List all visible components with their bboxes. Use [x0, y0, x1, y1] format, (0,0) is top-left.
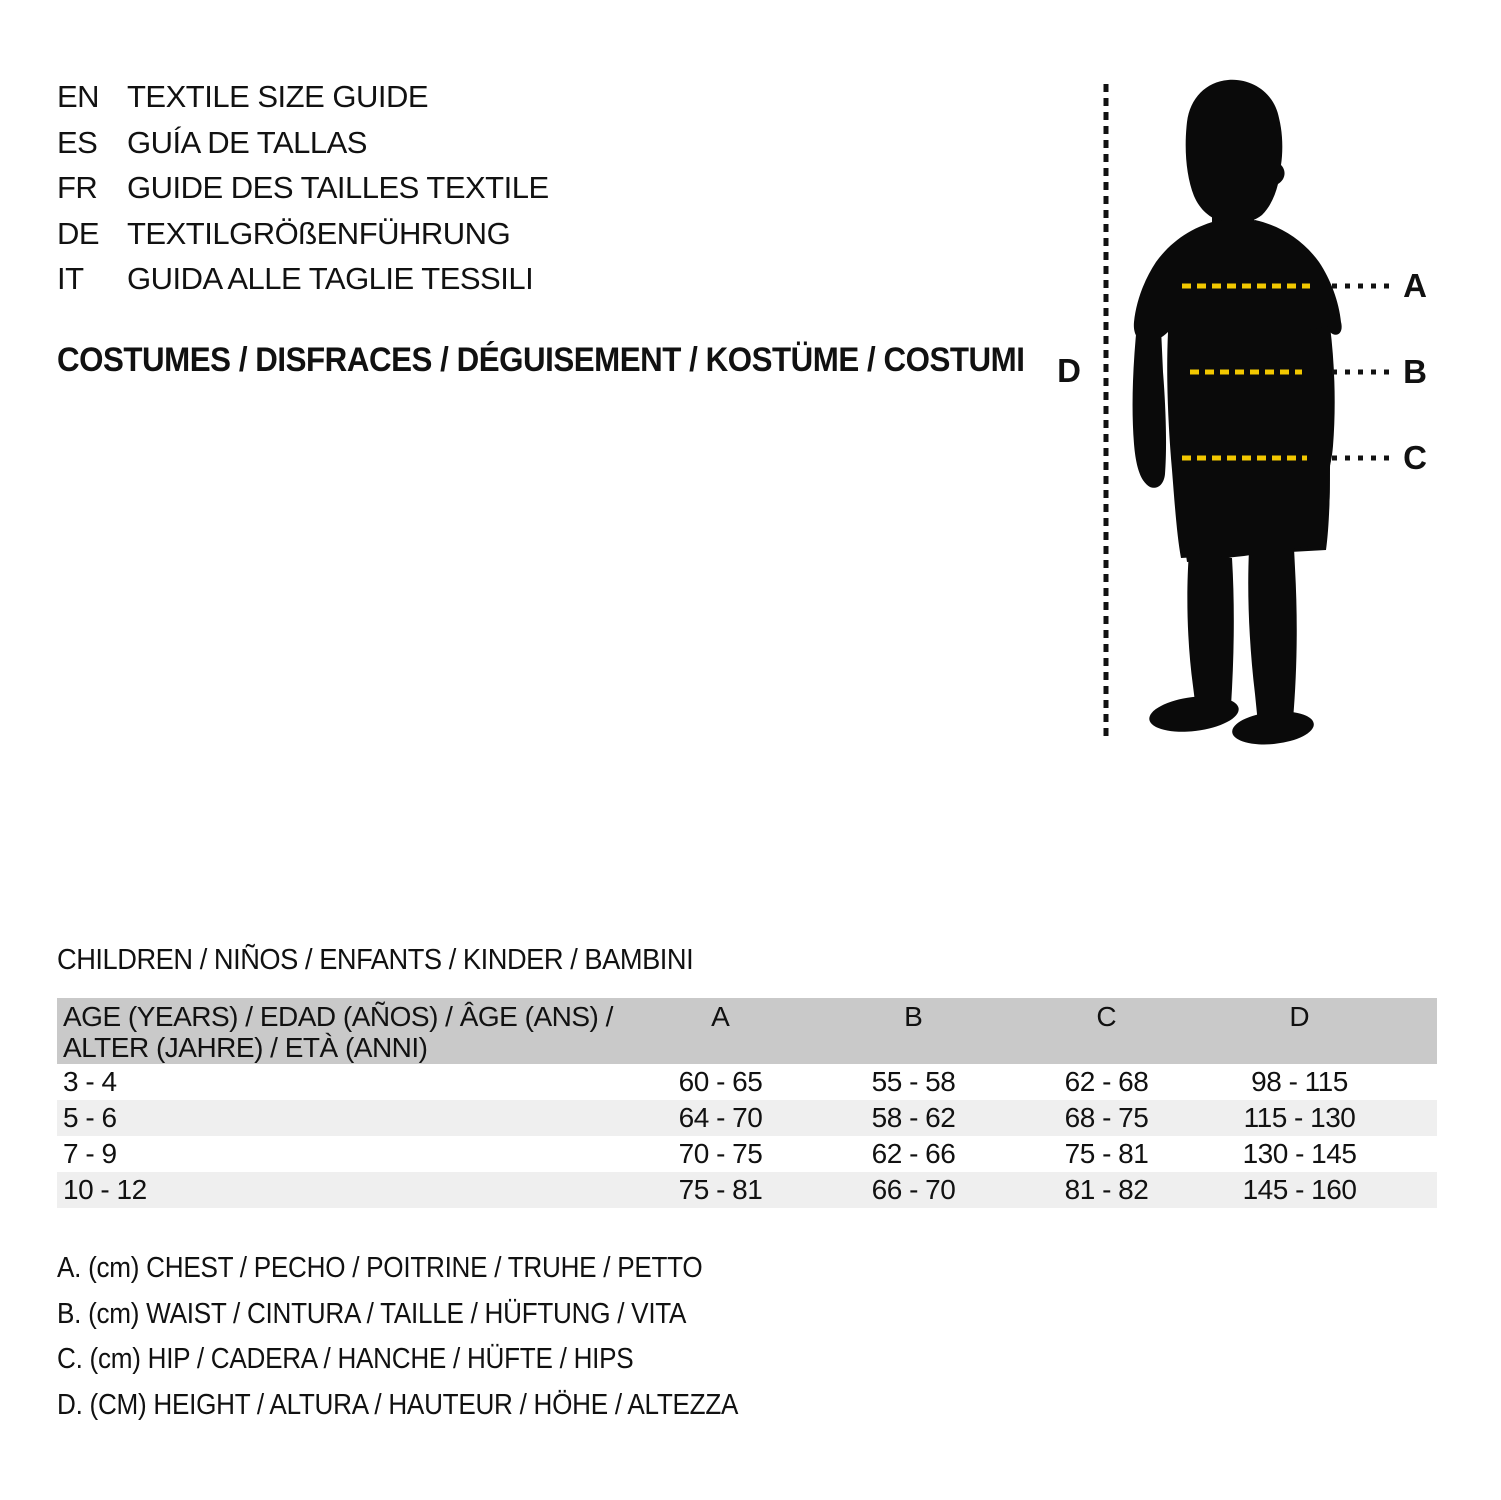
- chest-label: A: [1403, 267, 1427, 304]
- height-cell: 130 - 145: [1242, 1138, 1357, 1169]
- column-header-c: C: [1096, 1001, 1117, 1032]
- waist-cell: 62 - 66: [871, 1138, 956, 1169]
- table-row: [57, 1136, 1437, 1172]
- table-section-heading: CHILDREN / NIÑOS / ENFANTS / KINDER / BAMBINI: [57, 944, 694, 976]
- language-row: [57, 211, 549, 257]
- language-row: [57, 256, 549, 302]
- age-column-header-line1: AGE (YEARS) / EDAD (AÑOS) / ÂGE (ANS) /: [63, 1001, 613, 1032]
- language-row: [57, 120, 549, 166]
- height-label: D: [1057, 352, 1081, 389]
- legend-item-chest: A. (cm) CHEST / PECHO / POITRINE / TRUHE / PETTO: [57, 1252, 703, 1284]
- table-row: [57, 1172, 1437, 1208]
- chest-cell: 60 - 65: [678, 1066, 763, 1097]
- language-code: FR: [57, 170, 98, 205]
- language-code: IT: [57, 261, 84, 296]
- hip-cell: 68 - 75: [1064, 1102, 1149, 1133]
- legend-item-waist: B. (cm) WAIST / CINTURA / TAILLE / HÜFTUNG / VITA: [57, 1297, 687, 1330]
- language-title: GUÍA DE TALLAS: [127, 124, 367, 160]
- language-code: EN: [57, 79, 100, 114]
- left-leg-shape: [1187, 552, 1233, 710]
- hip-cell: 81 - 82: [1064, 1174, 1149, 1205]
- size-table-header-row: [57, 998, 1437, 1064]
- column-header-d: D: [1289, 1001, 1310, 1032]
- chest-cell: 70 - 75: [678, 1138, 763, 1169]
- hip-cell: 75 - 81: [1064, 1138, 1149, 1169]
- language-title: TEXTILGRÖßENFÜHRUNG: [127, 215, 511, 251]
- age-cell: 10 - 12: [63, 1174, 147, 1205]
- language-code: ES: [57, 124, 98, 160]
- waist-cell: 66 - 70: [871, 1174, 956, 1205]
- hip-label: C: [1403, 439, 1427, 476]
- child-body-shape: [1133, 80, 1342, 748]
- chest-cell: 75 - 81: [678, 1174, 763, 1205]
- legend-item-height: D. (CM) HEIGHT / ALTURA / HAUTEUR / HÖHE / ALTEZZA: [57, 1388, 739, 1421]
- child-silhouette: [1090, 76, 1430, 750]
- table-row: [57, 1100, 1437, 1136]
- right-shoe-shape: [1231, 708, 1316, 748]
- language-row: [57, 165, 549, 211]
- age-column-header-line2: ALTER (JAHRE) / ETÀ (ANNI): [63, 1032, 428, 1063]
- language-title: GUIDE DES TAILLES TEXTILE: [127, 170, 549, 205]
- table-row: [57, 1064, 1437, 1100]
- height-cell: 145 - 160: [1242, 1174, 1357, 1205]
- column-header-a: A: [711, 1001, 730, 1032]
- language-row: [57, 74, 549, 120]
- language-title: TEXTILE SIZE GUIDE: [127, 79, 429, 114]
- legend-item-hip: C. (cm) HIP / CADERA / HANCHE / HÜFTE / HIPS: [57, 1343, 634, 1375]
- age-cell: 7 - 9: [63, 1138, 117, 1169]
- waist-cell: 55 - 58: [871, 1066, 956, 1097]
- size-table: [57, 998, 1437, 1208]
- waist-label: B: [1403, 353, 1427, 390]
- age-cell: 3 - 4: [63, 1066, 117, 1097]
- language-title-list: [57, 74, 549, 302]
- left-arm-shape: [1133, 324, 1166, 488]
- language-code: DE: [57, 215, 100, 251]
- language-title: GUIDA ALLE TAGLIE TESSILI: [127, 261, 534, 296]
- height-cell: 98 - 115: [1251, 1066, 1348, 1097]
- age-cell: 5 - 6: [63, 1102, 117, 1133]
- category-heading: COSTUMES / DISFRACES / DÉGUISEMENT / KOSTÜME / COSTUMI: [57, 341, 1025, 379]
- age-column-header: [57, 1001, 624, 1064]
- chest-cell: 64 - 70: [678, 1102, 763, 1133]
- column-header-b: B: [904, 1001, 923, 1032]
- hip-cell: 62 - 68: [1064, 1066, 1149, 1097]
- measurement-legend: [57, 1246, 738, 1428]
- right-leg-shape: [1248, 548, 1296, 724]
- waist-cell: 58 - 62: [871, 1102, 956, 1133]
- height-cell: 115 - 130: [1243, 1102, 1356, 1133]
